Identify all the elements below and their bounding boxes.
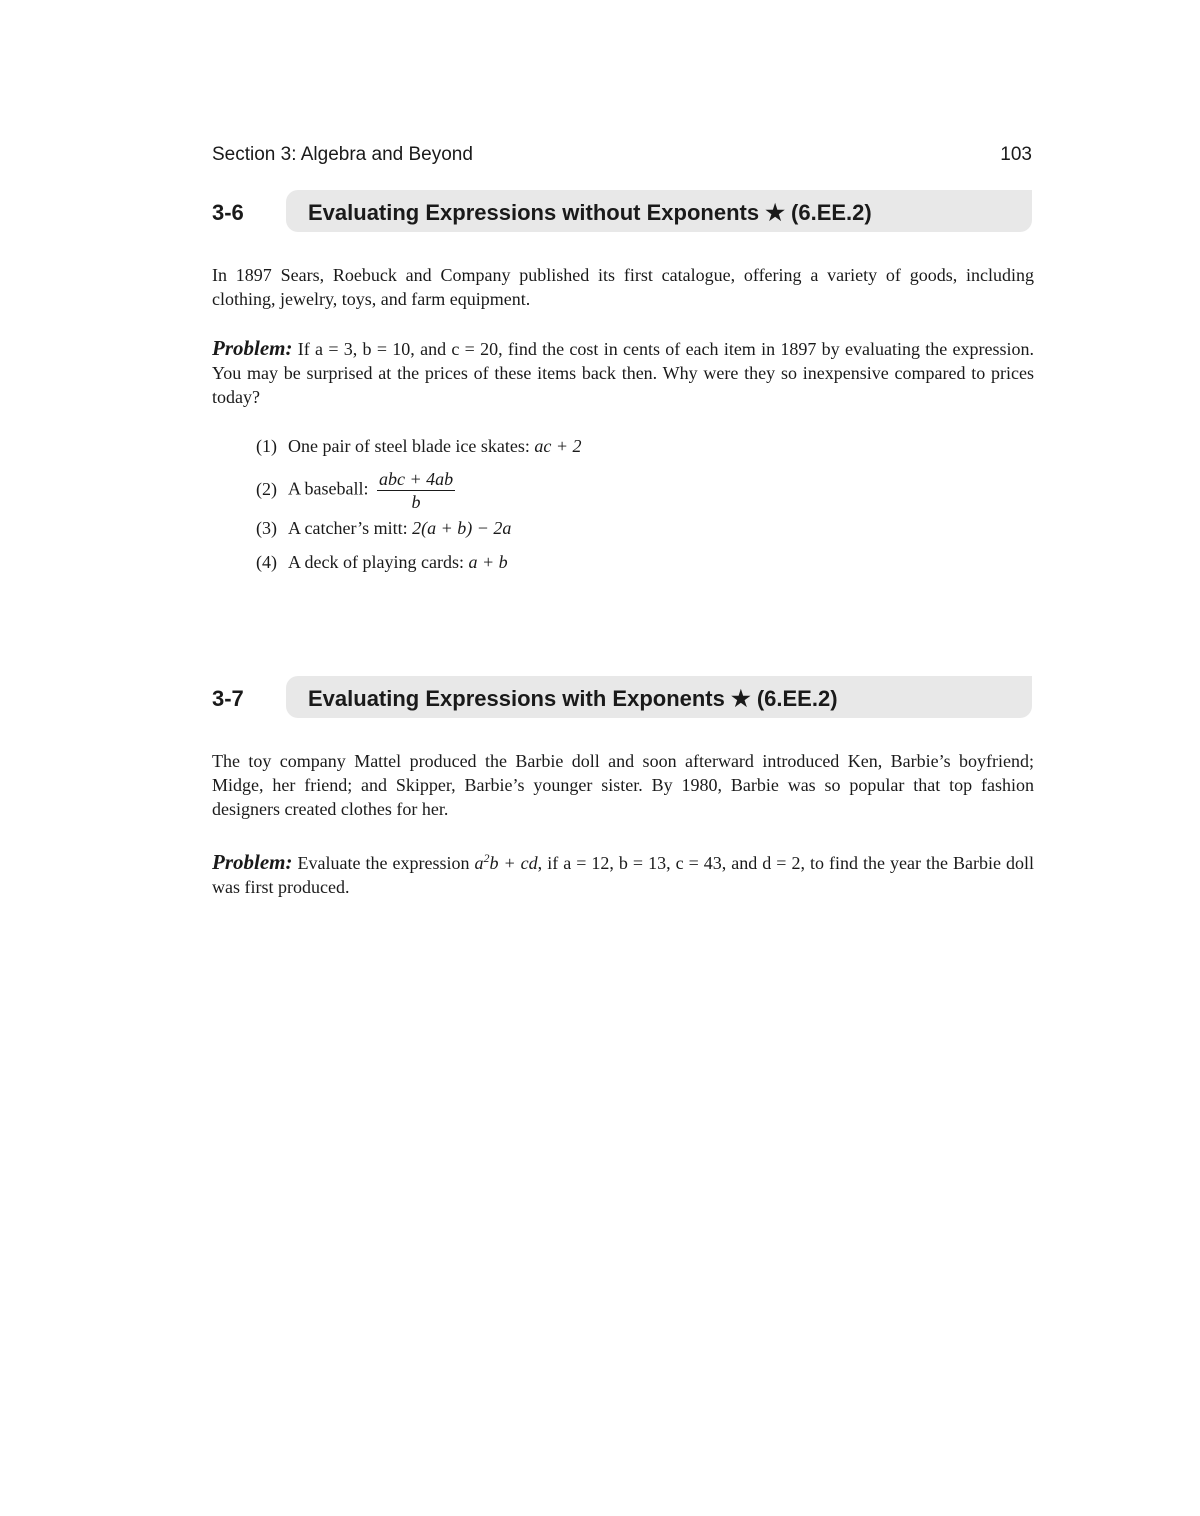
section-number: 3-7 [212,686,244,711]
section-label: Section 3: Algebra and Beyond [212,144,473,165]
item-number: (2) [256,478,277,499]
problem-label: Problem: [212,850,293,874]
item-number: (1) [256,436,277,456]
item-label: One pair of steel blade ice skates: [288,436,535,456]
problem-expression [475,853,538,873]
item-label: A catcher’s mitt: [288,518,413,538]
section-number: 3-6 [212,200,244,225]
intro-paragraph: The toy company Mattel produced the Barbie doll and soon afterward introduced Ken, Barbie’s boyfriend; Midge, her friend; and Skipper, Barbie’s younger sister. By 1980, Barbie was so popular that top fashion designers created clothes for her. [212,751,1034,819]
section-3-6 [212,190,1034,572]
section-heading [212,190,1034,234]
section-heading [212,676,1034,720]
item-number: (3) [256,518,277,538]
item-expression: 2(a + b) − 2a [412,518,512,538]
expression-base: a [474,853,484,873]
problem-text-post: , if a = 12, b = 13, c = 43, and d = 2, to find the year the Barbie doll was first produced. [212,853,1034,897]
fraction-numerator: abc + 4ab [378,469,454,489]
item-number: (4) [256,552,277,572]
section-3-7 [212,676,1034,897]
section-title: Evaluating Expressions with Exponents ★ (6.EE.2) [308,686,838,711]
item-expression: a + b [468,552,508,572]
problem-paragraph [212,336,1034,409]
fraction-expression [377,468,455,513]
item-label: A baseball: [288,478,373,499]
problem-paragraph [212,846,1034,899]
running-head [212,144,1032,168]
item-label: A deck of playing cards: [288,552,469,572]
problem-label: Problem: [212,336,293,360]
list-item [256,516,582,550]
list-item [256,468,582,516]
expression-rest: b + cd [489,853,538,873]
list-item [256,550,582,584]
fraction-denominator: b [411,492,421,512]
item-list [256,434,582,584]
section-title: Evaluating Expressions without Exponents ★ (6.EE.2) [308,200,872,225]
page-number: 103 [1000,144,1032,165]
list-item [256,434,582,468]
intro-paragraph: In 1897 Sears, Roebuck and Company published its first catalogue, offering a variety of goods, including clothing, jewelry, toys, and farm equipment. [212,265,1034,309]
problem-text-pre: Evaluate the expression [292,853,475,873]
expression-exponent: 2 [483,851,490,865]
item-expression: ac + 2 [534,436,582,456]
problem-text: If a = 3, b = 10, and c = 20, find the cost in cents of each item in 1897 by evaluating the expression. You may be surprised at the prices of these items back then. Why were they so inexpensive compared to prices today? [212,339,1034,407]
